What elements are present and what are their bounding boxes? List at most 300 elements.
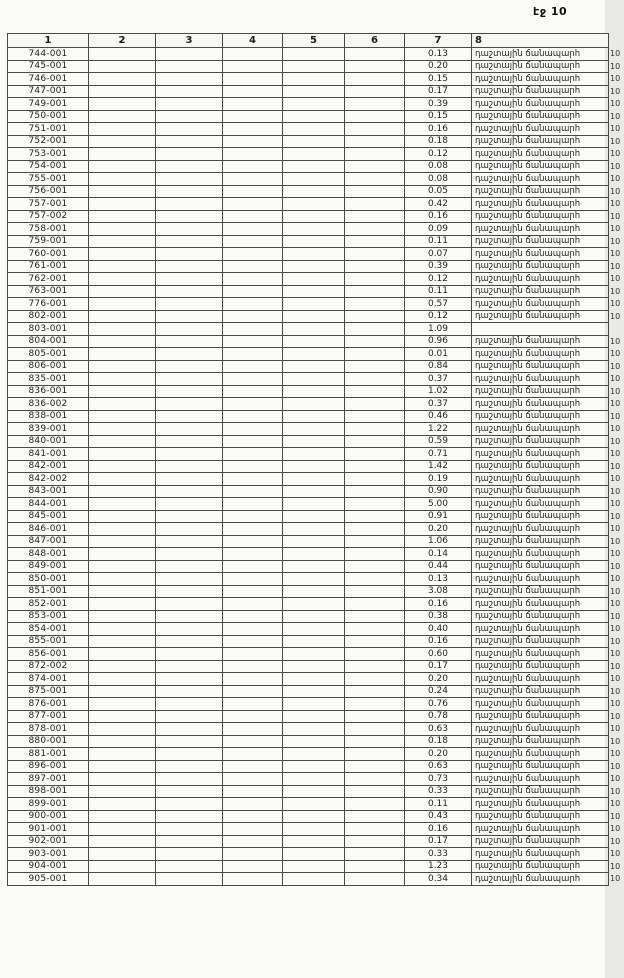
cell-area-value: 0.12 — [405, 273, 472, 286]
cell-area-value: 0.91 — [405, 510, 472, 523]
cell-empty-6 — [345, 648, 405, 661]
cell-parcel-code: 836-001 — [8, 385, 89, 398]
cell-empty-5 — [283, 385, 345, 398]
cell-parcel-code: 881-001 — [8, 748, 89, 761]
cell-edge-fragment: 10 — [609, 848, 624, 861]
cell-empty-4 — [223, 823, 283, 836]
cell-empty-4 — [223, 673, 283, 686]
cell-empty-4 — [223, 110, 283, 123]
table-row — [8, 585, 624, 598]
cell-parcel-code: 842-002 — [8, 473, 89, 486]
cell-empty-6 — [345, 685, 405, 698]
cell-empty-2 — [89, 635, 156, 648]
cell-empty-6 — [345, 673, 405, 686]
cell-land-type: դաշտային ճանապարհ — [472, 273, 609, 286]
cell-parcel-code: 853-001 — [8, 610, 89, 623]
table-row — [8, 135, 624, 148]
cell-empty-4 — [223, 298, 283, 311]
cell-empty-2 — [89, 310, 156, 323]
cell-area-value: 1.06 — [405, 535, 472, 548]
cell-empty-5 — [283, 173, 345, 186]
cell-empty-2 — [89, 448, 156, 461]
cell-empty-5 — [283, 60, 345, 73]
cell-parcel-code: 880-001 — [8, 735, 89, 748]
cell-edge-fragment: 10 — [609, 335, 624, 348]
cell-empty-5 — [283, 223, 345, 236]
cell-land-type: դաշտային ճանապարհ — [472, 360, 609, 373]
cell-edge-fragment: 10 — [609, 410, 624, 423]
table-row — [8, 160, 624, 173]
cell-edge-fragment: 10 — [609, 610, 624, 623]
cell-edge-fragment: 10 — [609, 298, 624, 311]
cell-empty-6 — [345, 98, 405, 111]
cell-edge-fragment: 10 — [609, 223, 624, 236]
cell-empty-3 — [156, 323, 223, 336]
cell-empty-6 — [345, 373, 405, 386]
cell-empty-5 — [283, 310, 345, 323]
cell-empty-2 — [89, 223, 156, 236]
cell-empty-3 — [156, 135, 223, 148]
cell-empty-6 — [345, 260, 405, 273]
cell-land-type: դաշտային ճանապարհ — [472, 835, 609, 848]
cell-empty-6 — [345, 335, 405, 348]
cell-land-type: դաշտային ճանապարհ — [472, 148, 609, 161]
cell-empty-3 — [156, 548, 223, 561]
table-row — [8, 298, 624, 311]
cell-empty-6 — [345, 235, 405, 248]
cell-area-value: 0.34 — [405, 873, 472, 886]
cell-empty-6 — [345, 798, 405, 811]
cell-parcel-code: 899-001 — [8, 798, 89, 811]
cell-parcel-code: 845-001 — [8, 510, 89, 523]
cell-empty-6 — [345, 385, 405, 398]
cell-empty-2 — [89, 648, 156, 661]
cell-empty-4 — [223, 310, 283, 323]
cell-empty-2 — [89, 210, 156, 223]
cell-empty-4 — [223, 660, 283, 673]
cell-empty-2 — [89, 298, 156, 311]
cell-edge-fragment: 10 — [609, 285, 624, 298]
cell-parcel-code: 844-001 — [8, 498, 89, 511]
cell-empty-6 — [345, 123, 405, 136]
cell-empty-4 — [223, 873, 283, 886]
cell-empty-6 — [345, 535, 405, 548]
cell-empty-3 — [156, 498, 223, 511]
cell-empty-2 — [89, 748, 156, 761]
cell-parcel-code: 876-001 — [8, 698, 89, 711]
cell-empty-2 — [89, 335, 156, 348]
cell-parcel-code: 806-001 — [8, 360, 89, 373]
cell-empty-6 — [345, 473, 405, 486]
cell-empty-2 — [89, 823, 156, 836]
cell-edge-fragment: 10 — [609, 748, 624, 761]
column-header-8: 8 — [472, 34, 609, 48]
cell-empty-6 — [345, 610, 405, 623]
cell-empty-2 — [89, 798, 156, 811]
page-number-label: էջ 10 — [533, 5, 568, 18]
cell-empty-4 — [223, 273, 283, 286]
cell-edge-fragment: 10 — [609, 198, 624, 211]
cell-edge-fragment: 10 — [609, 585, 624, 598]
cell-empty-3 — [156, 273, 223, 286]
cell-empty-6 — [345, 348, 405, 361]
cell-empty-3 — [156, 185, 223, 198]
cell-empty-2 — [89, 623, 156, 636]
cell-empty-2 — [89, 485, 156, 498]
cell-empty-6 — [345, 460, 405, 473]
cell-empty-5 — [283, 48, 345, 61]
cell-empty-6 — [345, 435, 405, 448]
cell-edge-fragment: 10 — [609, 735, 624, 748]
cell-parcel-code: 841-001 — [8, 448, 89, 461]
cell-empty-5 — [283, 160, 345, 173]
cell-empty-5 — [283, 335, 345, 348]
cell-empty-2 — [89, 473, 156, 486]
cell-parcel-code: 846-001 — [8, 523, 89, 536]
cell-empty-3 — [156, 460, 223, 473]
cell-empty-6 — [345, 298, 405, 311]
cell-empty-2 — [89, 848, 156, 861]
cell-empty-6 — [345, 810, 405, 823]
cell-edge-fragment: 10 — [609, 860, 624, 873]
cell-land-type: դաշտային ճանապարհ — [472, 723, 609, 736]
cell-land-type: դաշտային ճանապարհ — [472, 260, 609, 273]
table-row — [8, 723, 624, 736]
cell-empty-4 — [223, 48, 283, 61]
cell-empty-6 — [345, 710, 405, 723]
cell-empty-6 — [345, 398, 405, 411]
cell-empty-4 — [223, 160, 283, 173]
cell-empty-5 — [283, 835, 345, 848]
cell-empty-6 — [345, 585, 405, 598]
cell-area-value: 0.71 — [405, 448, 472, 461]
cell-empty-4 — [223, 648, 283, 661]
cell-land-type: դաշտային ճանապարհ — [472, 585, 609, 598]
table-row — [8, 673, 624, 686]
cell-empty-2 — [89, 723, 156, 736]
cell-empty-3 — [156, 85, 223, 98]
cell-empty-5 — [283, 735, 345, 748]
column-header-3: 3 — [156, 34, 223, 48]
cell-land-type: դաշտային ճանապարհ — [472, 785, 609, 798]
cell-edge-fragment: 10 — [609, 248, 624, 261]
cell-empty-2 — [89, 285, 156, 298]
cell-empty-6 — [345, 135, 405, 148]
cell-empty-2 — [89, 698, 156, 711]
cell-area-value: 0.46 — [405, 410, 472, 423]
cell-empty-4 — [223, 535, 283, 548]
cell-empty-3 — [156, 110, 223, 123]
cell-empty-4 — [223, 735, 283, 748]
cell-empty-2 — [89, 385, 156, 398]
cell-edge-fragment: 10 — [609, 448, 624, 461]
cell-land-type: դաշտային ճանապարհ — [472, 673, 609, 686]
cell-land-type: դաշտային ճանապարհ — [472, 60, 609, 73]
cell-parcel-code: 900-001 — [8, 810, 89, 823]
cell-empty-5 — [283, 685, 345, 698]
cell-edge-fragment: 10 — [609, 173, 624, 186]
cell-empty-3 — [156, 848, 223, 861]
cell-parcel-code: 902-001 — [8, 835, 89, 848]
cell-land-type: դաշտային ճանապարհ — [472, 198, 609, 211]
cell-land-type: դաշտային ճանապարհ — [472, 623, 609, 636]
cell-empty-3 — [156, 798, 223, 811]
cell-empty-3 — [156, 348, 223, 361]
cell-parcel-code: 757-001 — [8, 198, 89, 211]
cell-empty-4 — [223, 73, 283, 86]
table-row — [8, 198, 624, 211]
cell-land-type: դաշտային ճանապարհ — [472, 123, 609, 136]
cell-empty-2 — [89, 73, 156, 86]
cell-empty-4 — [223, 435, 283, 448]
cell-land-type: դաշտային ճանապարհ — [472, 335, 609, 348]
cell-empty-4 — [223, 573, 283, 586]
cell-parcel-code: 802-001 — [8, 310, 89, 323]
cell-parcel-code: 761-001 — [8, 260, 89, 273]
cell-empty-3 — [156, 310, 223, 323]
cell-empty-6 — [345, 73, 405, 86]
cell-area-value: 0.16 — [405, 635, 472, 648]
cell-land-type: դաշտային ճանապարհ — [472, 160, 609, 173]
cell-edge-fragment: 10 — [609, 673, 624, 686]
cell-edge-fragment: 10 — [609, 535, 624, 548]
table-row — [8, 123, 624, 136]
cell-empty-3 — [156, 73, 223, 86]
cell-empty-3 — [156, 748, 223, 761]
cell-edge-fragment: 10 — [609, 123, 624, 136]
table-row — [8, 635, 624, 648]
cell-empty-2 — [89, 735, 156, 748]
table-row — [8, 448, 624, 461]
cell-empty-2 — [89, 498, 156, 511]
cell-parcel-code: 856-001 — [8, 648, 89, 661]
cell-parcel-code: 842-001 — [8, 460, 89, 473]
cell-land-type: դաշտային ճանապարհ — [472, 860, 609, 873]
cell-parcel-code: 847-001 — [8, 535, 89, 548]
cell-empty-4 — [223, 185, 283, 198]
cell-empty-2 — [89, 123, 156, 136]
cell-area-value: 0.73 — [405, 773, 472, 786]
cell-edge-fragment: 10 — [609, 348, 624, 361]
cell-land-type: դաշտային ճանապարհ — [472, 523, 609, 536]
cell-land-type: դաշտային ճանապարհ — [472, 773, 609, 786]
cell-empty-6 — [345, 223, 405, 236]
cell-empty-5 — [283, 135, 345, 148]
cell-area-value: 0.37 — [405, 398, 472, 411]
cell-empty-2 — [89, 360, 156, 373]
cell-empty-2 — [89, 610, 156, 623]
cell-empty-2 — [89, 810, 156, 823]
table-row — [8, 335, 624, 348]
cell-empty-5 — [283, 423, 345, 436]
cell-empty-3 — [156, 298, 223, 311]
cell-empty-6 — [345, 110, 405, 123]
cell-land-type: դաշտային ճանապարհ — [472, 373, 609, 386]
cell-empty-2 — [89, 598, 156, 611]
table-header-row — [8, 34, 624, 48]
cell-parcel-code: 896-001 — [8, 760, 89, 773]
cell-area-value: 0.18 — [405, 735, 472, 748]
cell-land-type: դաշտային ճանապարհ — [472, 173, 609, 186]
cell-empty-2 — [89, 560, 156, 573]
cell-parcel-code: 851-001 — [8, 585, 89, 598]
cell-empty-5 — [283, 473, 345, 486]
cell-empty-3 — [156, 435, 223, 448]
cell-parcel-code: 751-001 — [8, 123, 89, 136]
cell-edge-fragment: 10 — [609, 785, 624, 798]
cell-empty-5 — [283, 598, 345, 611]
table-row — [8, 410, 624, 423]
cell-empty-6 — [345, 698, 405, 711]
cell-area-value: 0.13 — [405, 573, 472, 586]
cell-empty-6 — [345, 448, 405, 461]
table-row — [8, 173, 624, 186]
cell-parcel-code: 752-001 — [8, 135, 89, 148]
cell-parcel-code: 840-001 — [8, 435, 89, 448]
table-row — [8, 373, 624, 386]
cell-area-value: 0.07 — [405, 248, 472, 261]
cell-land-type: դաշտային ճանապարհ — [472, 823, 609, 836]
table-row — [8, 873, 624, 886]
cell-area-value: 0.08 — [405, 160, 472, 173]
cell-land-type: դաշտային ճանապարհ — [472, 185, 609, 198]
table-row — [8, 360, 624, 373]
cell-parcel-code: 763-001 — [8, 285, 89, 298]
table-row — [8, 685, 624, 698]
cell-edge-fragment: 10 — [609, 185, 624, 198]
table-row — [8, 860, 624, 873]
table-row — [8, 623, 624, 636]
table-row — [8, 73, 624, 86]
cell-empty-2 — [89, 160, 156, 173]
cell-parcel-code: 836-002 — [8, 398, 89, 411]
cell-area-value: 0.20 — [405, 523, 472, 536]
table-row — [8, 610, 624, 623]
cell-edge-fragment: 10 — [609, 435, 624, 448]
cell-parcel-code: 745-001 — [8, 60, 89, 73]
cell-empty-3 — [156, 485, 223, 498]
column-header-6: 6 — [345, 34, 405, 48]
table-row — [8, 85, 624, 98]
cell-empty-4 — [223, 60, 283, 73]
cell-land-type: դաշտային ճանապարհ — [472, 660, 609, 673]
cell-land-type: դաշտային ճանապարհ — [472, 598, 609, 611]
cell-empty-6 — [345, 210, 405, 223]
cell-area-value: 0.05 — [405, 185, 472, 198]
cell-land-type: դաշտային ճանապարհ — [472, 698, 609, 711]
cell-parcel-code: 905-001 — [8, 873, 89, 886]
cell-area-value: 0.08 — [405, 173, 472, 186]
cell-empty-6 — [345, 735, 405, 748]
cell-land-type: դաշտային ճանապարհ — [472, 410, 609, 423]
cell-empty-4 — [223, 860, 283, 873]
cell-empty-4 — [223, 360, 283, 373]
cell-edge-fragment: 10 — [609, 823, 624, 836]
land-parcel-table — [7, 33, 624, 886]
cell-empty-5 — [283, 123, 345, 136]
cell-empty-4 — [223, 348, 283, 361]
cell-empty-5 — [283, 698, 345, 711]
cell-edge-fragment: 10 — [609, 160, 624, 173]
cell-empty-4 — [223, 373, 283, 386]
cell-empty-3 — [156, 698, 223, 711]
cell-empty-6 — [345, 148, 405, 161]
cell-empty-2 — [89, 323, 156, 336]
cell-empty-3 — [156, 335, 223, 348]
table-row — [8, 785, 624, 798]
cell-edge-fragment: 10 — [609, 598, 624, 611]
cell-edge-fragment: 10 — [609, 635, 624, 648]
cell-area-value: 0.17 — [405, 835, 472, 848]
cell-area-value: 0.20 — [405, 673, 472, 686]
cell-edge-fragment: 10 — [609, 660, 624, 673]
cell-area-value: 0.12 — [405, 310, 472, 323]
cell-empty-2 — [89, 423, 156, 436]
cell-area-value: 0.15 — [405, 73, 472, 86]
cell-empty-3 — [156, 623, 223, 636]
cell-empty-4 — [223, 460, 283, 473]
cell-land-type: դաշտային ճանապարհ — [472, 298, 609, 311]
cell-empty-3 — [156, 823, 223, 836]
cell-land-type: դաշտային ճանապարհ — [472, 685, 609, 698]
cell-empty-2 — [89, 435, 156, 448]
cell-empty-4 — [223, 473, 283, 486]
cell-land-type: դաշտային ճանապարհ — [472, 310, 609, 323]
table-row — [8, 435, 624, 448]
cell-parcel-code: 804-001 — [8, 335, 89, 348]
table-row — [8, 660, 624, 673]
cell-empty-6 — [345, 173, 405, 186]
cell-land-type: դաշտային ճանապարհ — [472, 498, 609, 511]
cell-empty-2 — [89, 760, 156, 773]
cell-edge-fragment: 10 — [609, 398, 624, 411]
cell-edge-fragment: 10 — [609, 373, 624, 386]
cell-land-type: դաշտային ճանապարհ — [472, 73, 609, 86]
cell-empty-4 — [223, 585, 283, 598]
cell-empty-2 — [89, 260, 156, 273]
cell-edge-fragment: 10 — [609, 485, 624, 498]
cell-empty-3 — [156, 835, 223, 848]
cell-edge-fragment: 10 — [609, 235, 624, 248]
cell-edge-fragment: 10 — [609, 260, 624, 273]
cell-parcel-code: 803-001 — [8, 323, 89, 336]
cell-empty-6 — [345, 60, 405, 73]
cell-area-value: 0.42 — [405, 198, 472, 211]
cell-empty-4 — [223, 148, 283, 161]
cell-empty-5 — [283, 548, 345, 561]
cell-empty-3 — [156, 673, 223, 686]
table-row — [8, 648, 624, 661]
cell-land-type: դաշտային ճանապարհ — [472, 510, 609, 523]
cell-land-type: դաշտային ճանապարհ — [472, 848, 609, 861]
cell-area-value: 1.22 — [405, 423, 472, 436]
table-row — [8, 773, 624, 786]
cell-empty-5 — [283, 398, 345, 411]
cell-parcel-code: 839-001 — [8, 423, 89, 436]
cell-empty-3 — [156, 173, 223, 186]
cell-empty-4 — [223, 85, 283, 98]
cell-empty-2 — [89, 348, 156, 361]
cell-empty-6 — [345, 48, 405, 61]
cell-area-value: 0.18 — [405, 135, 472, 148]
cell-empty-2 — [89, 710, 156, 723]
cell-parcel-code: 897-001 — [8, 773, 89, 786]
cell-edge-fragment: 10 — [609, 798, 624, 811]
cell-edge-fragment: 10 — [609, 273, 624, 286]
cell-empty-4 — [223, 510, 283, 523]
cell-area-value: 5.00 — [405, 498, 472, 511]
cell-empty-6 — [345, 598, 405, 611]
